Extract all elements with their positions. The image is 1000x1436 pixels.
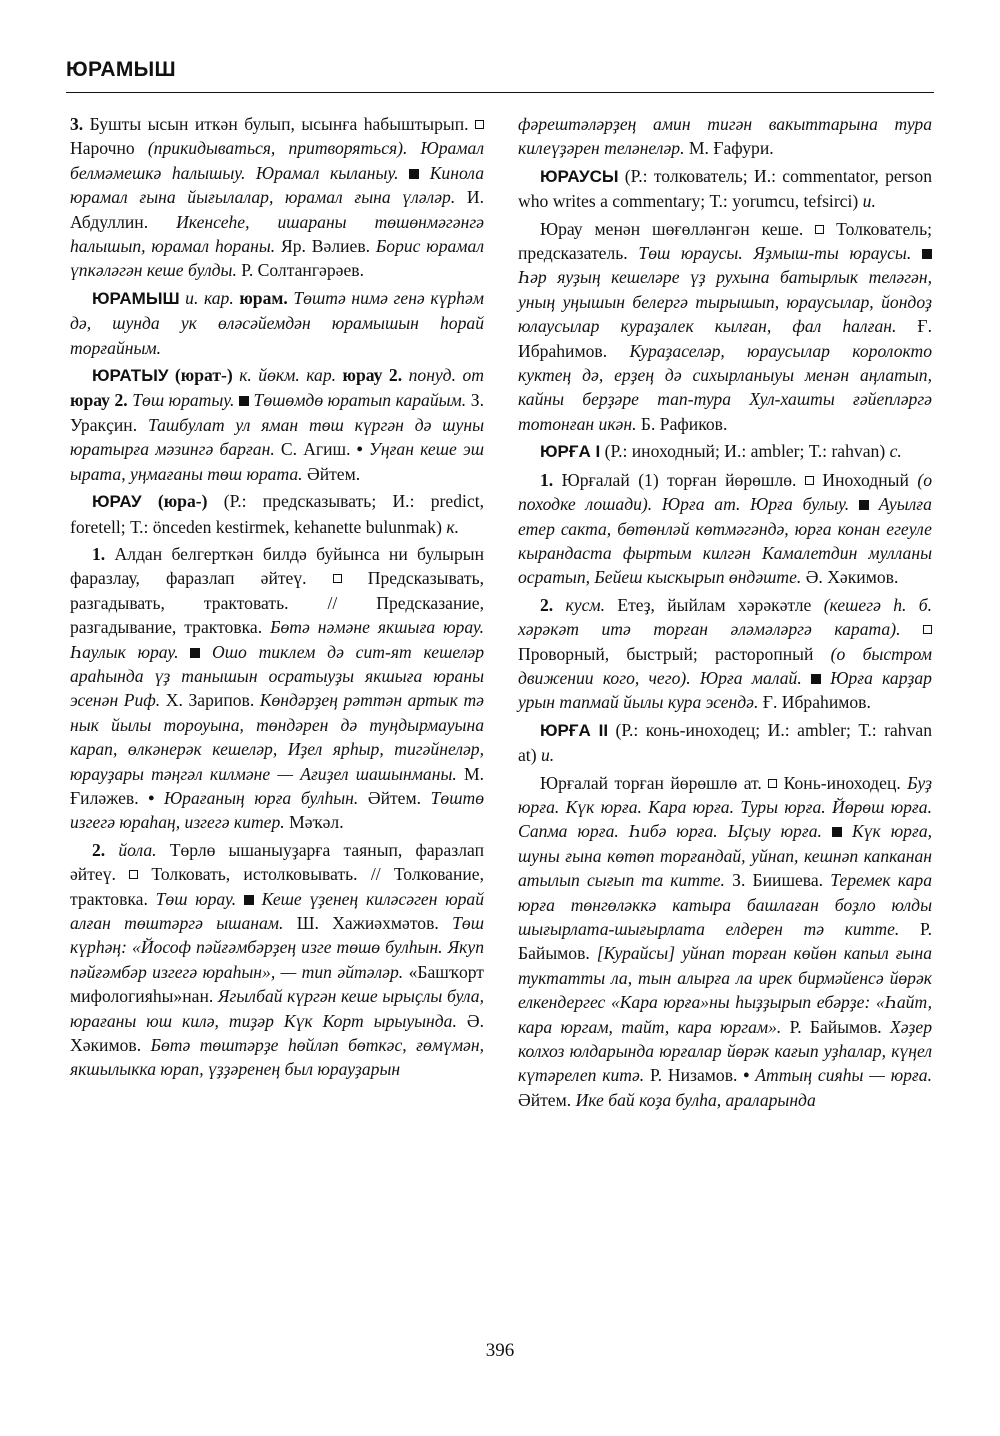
dictionary-entry: ЮРАТЫУ (юрат-) к. йөкм. кар. юрау 2. понуд. от юрау 2. Төш юратыу. Төшөмдө юратып карайым. З. Уракҫин. Ташбулат ул яман төш күргән дә шуны юратырға мәзингә барған. С. Агиш. • Уңған кеше эш ырата, уңмағаны төш юрата. Әйтем. — [70, 365, 484, 484]
dictionary-entry: ЮРАУСЫ (Р.: толкователь; И.: commentator, person who writes a commentary; Т.: yorumcu, tefsirci) и. — [518, 165, 932, 212]
right-column — [518, 112, 932, 1115]
dictionary-entry: ЮРҒА II (Р.: конь-иноходец; И.: ambler; Т.: rahvan at) и. — [518, 719, 932, 766]
dictionary-entry: ЮРАУ (юра-) (Р.: предсказывать; И.: predict, foretell; Т.: önceden kestirmek, kehanette bulunmak) к. — [70, 491, 484, 537]
dictionary-entry: 2. йола. Төрлө ышаныуҙарға таянып, фаразлап әйтеү. Толковать, истолковывать. // Толкование, трактовка. Төш юрау. Кеше үҙенең киләсәген юрай алған төштәргә ышанам. Ш. Хажиәхмәтов. Төш күрһәң: «Йософ пәйғәмбәрҙең изге төшө булһын. Якуп пәйғәмбәр изгегә юраһын», — тип әйтәләр. «Башҡорт мифологияһы»нан. Ягылбай күргән кеше ырыҫлы була, юрағаны юш килә, тиҙәр Күк Корт ырыуында. Ә. Хәкимов. Бөтә төштәрҙе һөйләп бөткәс, ғөмүмән, якшылыкка юрап, үҙҙәренең был юрауҙарын — [70, 839, 485, 1080]
dictionary-entry: фәрештәләрҙең амин тигән вакыттарына тура килеүҙәрен теләнеләр. М. Ғафури. — [518, 114, 932, 159]
dictionary-entry: ЮРАМЫШ и. кар. юрам. Төштә нимә генә күрһәм дә, шунда ук өләсәйемдән юрамышын һорай торғайным. — [70, 287, 484, 358]
left-column — [70, 112, 484, 1085]
dictionary-entry: ЮРҒА I (Р.: иноходный; И.: ambler; Т.: rahvan) с. — [540, 441, 902, 462]
dictionary-entry: Юрау менән шөғөлләнгән кеше. Толкователь; предсказатель. Төш юраусы. Яҙмыш-ты юраусы. Һәр яуҙың кешеләре үҙ рухына батырлык теләгән, уның уңышын белергә тырышып, юраусылар, йондоҙ юлаусылар кураҙалек кылған, фал һалған. Ғ. Ибраһимов. Кураҙаселәр, юраусылар королокто куктең дә, ерҙең дә сихырланыуы менән аңлатып, кайны берҙәре тап-тура Хул-хашты ғәйепләргә тотонған икән. Б. Рафиков. — [518, 218, 932, 434]
dictionary-entry: 2. кусм. Етеҙ, йыйлам хәрәкәтле (кешегә һ. б. хәрәкәт итә торған әләмәләргә карата). Проворный, быстрый; расторопный (о быстром движении кого, чего). Юрға малай. Юрға карҙар урын тапмай йылы кура эсендә. Ғ. Ибраһимов. — [518, 594, 933, 713]
page-number: 396 — [485, 1340, 515, 1361]
dictionary-entry: 1. Алдан белгерткән билдә буйынса ни булырын фаразлау, фаразлап әйтеү. Предсказывать, разгадывать, трактовать. // Предсказание, разгадывание, трактовка. Бөтә нәмәне якшыға юрау. Һаулык юрау. Ошо тиклем дә сит-ят кешеләр араһында үҙ танышын осратыуҙы якшыға юраны эсенән Риф. Х. Зарипов. Көндәрҙең рәттән артык тә нык йылы тороуына, төндәрен дә туңдырмауына карап, өлкәнерәк кешеләр, Иҙел ярһыр, тигәйнеләр, юрауҙары тәңгәл килмәне — Ағиҙел шашынманы. М. Ғиләжев. • Юрағаның юрға булһын. Әйтем. Төштө изгегә юраһаң, изгегә китер. Мәҡәл. — [70, 543, 485, 833]
dictionary-entry: 1. Юрғалай (1) торған йөрөшлө. Иноходный (о походке лошади). Юрға ат. Юрға булыу. Ауылға етер сакта, бөтөнләй көтмәгәндә, юрға конан егеуле кырандаста фыртым килгән Камалетдин мулланы осратып, Бейеш кыскырып өндәште. Ә. Хәкимов. — [518, 469, 933, 588]
running-head: ЮРАМЫШ — [66, 58, 176, 81]
dictionary-entry: 3. Бушты ысын иткән булып, ысынға һабыштырып. Нарочно (прикидываться, притворяться). Юрамал белмәмешкә һалышыу. Юрамал кыланыу. Кинола юрамал ғына йығылалар, юрамал ғына үләләр. И. Абдуллин. Икенсеһе, ишараны төшөнмәгәнгә һалышып, юрамал һораны. Яр. Вәлиев. Борис юрамал үпкәләгән кеше булды. Р. Солтангәрәев. — [70, 114, 485, 281]
header-rule — [66, 92, 934, 93]
dictionary-entry: Юрғалай торған йөрөшлө ат. Конь-иноходец. Буҙ юрға. Күк юрға. Кара юрға. Туры юрға. Йөрөш юрға. Сапма юрға. Һибә юрға. Ыҫыу юрға. Күк юрға, шуны ғына көтөп торғандай, уйнап, кешнәп капканан атылып сығып та китте. З. Биишева. Теремек кара юрға төнгөләккә катыра башлаған боҙло юлды шығырлата-шығырлата елдерен тә китте. Р. Байымов. [Курайсы] уйнап торған көйөн капыл ғына туктатты ла, тын алырға ла ирек бирмәйенсә йөрәк елкендергес «Кара юрға»ны һыҙҙырып ебәрҙе: «Һайт, кара юргам, тайт, кара юргам». Р. Байымов. Хәҙер колхоз юлдарында юрғалар йөрәк кағып уҙһалар, күңел күтәрелеп китә. Р. Низамов. • Аттың сияһы — юрға. Әйтем. Ике бай коҙа булһа, араларында — [518, 772, 933, 1110]
